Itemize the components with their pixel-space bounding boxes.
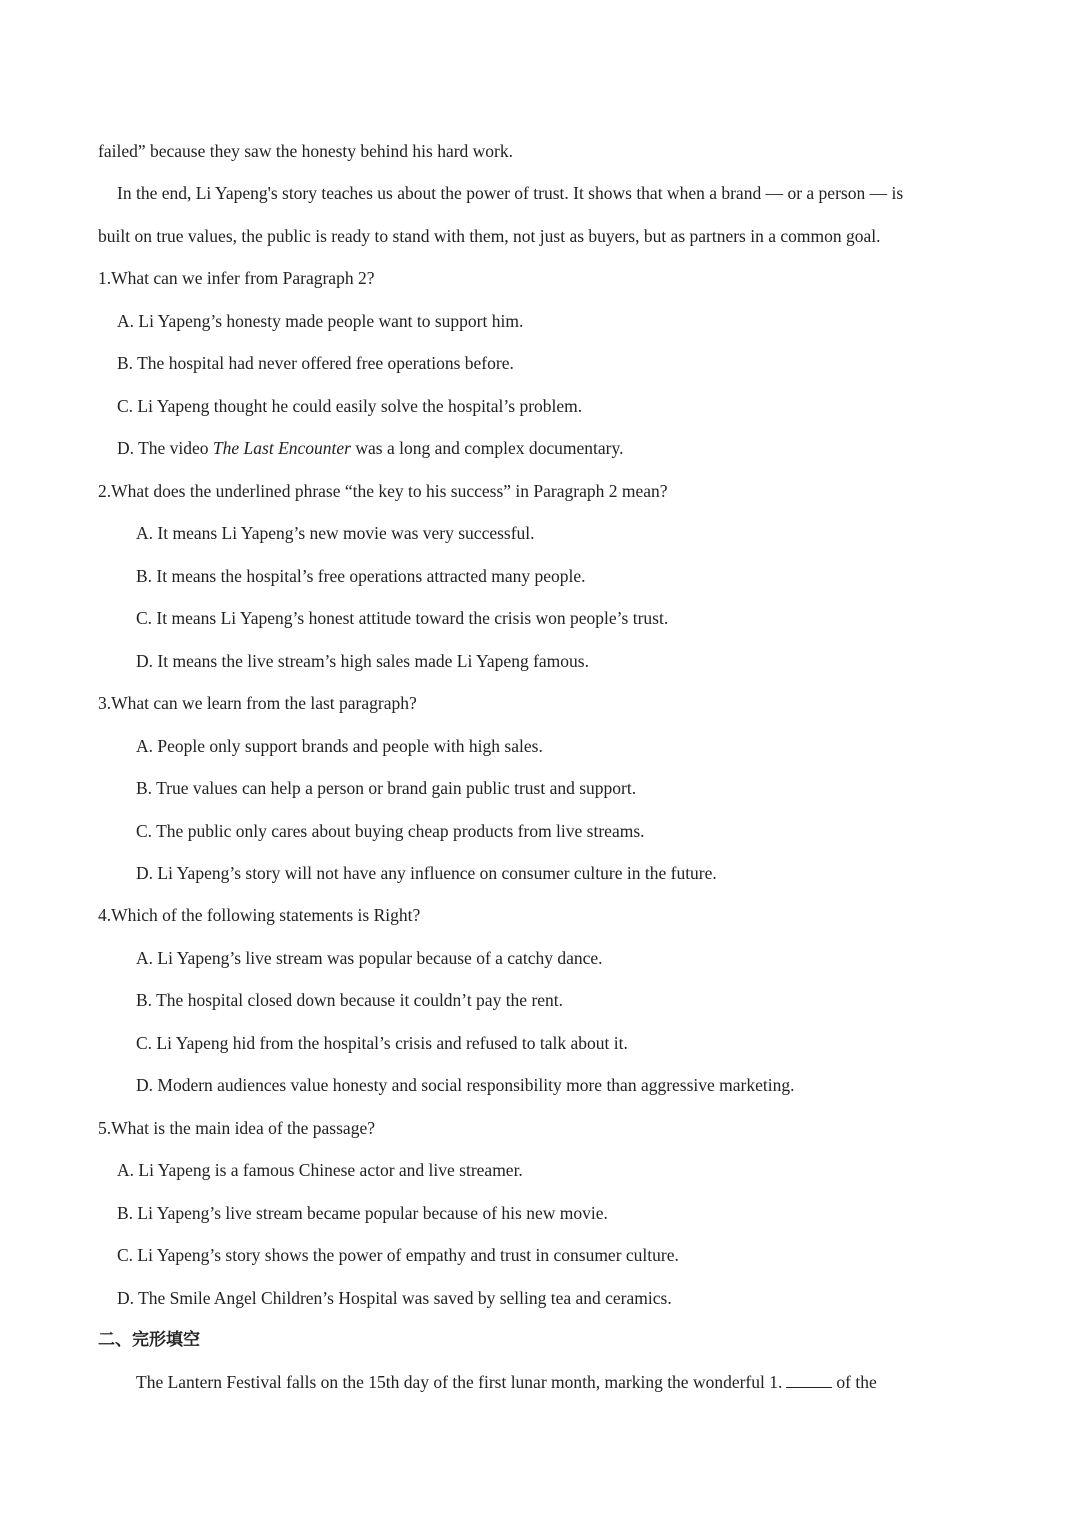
answer-option: D. It means the live stream’s high sales made Li Yapeng famous. <box>136 651 589 671</box>
passage-line: built on true values, the public is ready to stand with them, not just as buyers, but as partners in a common goal. <box>98 226 881 246</box>
answer-option: B. It means the hospital’s free operations attracted many people. <box>136 566 586 586</box>
option-text: was a long and complex documentary. <box>350 438 624 458</box>
cloze-text: The Lantern Festival falls on the 15th day of the first lunar month, marking the wonderful 1. <box>136 1372 783 1392</box>
question-stem: 4.Which of the following statements is Right? <box>98 905 421 925</box>
answer-option: B. The hospital closed down because it couldn’t pay the rent. <box>136 990 564 1010</box>
answer-option: C. Li Yapeng hid from the hospital’s crisis and refused to talk about it. <box>136 1033 628 1053</box>
answer-option: C. The public only cares about buying cheap products from live streams. <box>136 821 645 841</box>
answer-option: B. True values can help a person or brand gain public trust and support. <box>136 778 637 798</box>
answer-option: A. Li Yapeng’s live stream was popular because of a catchy dance. <box>136 948 603 968</box>
answer-option: D. Li Yapeng’s story will not have any influence on consumer culture in the future. <box>136 863 717 883</box>
answer-option: A. Li Yapeng’s honesty made people want to support him. <box>117 311 524 331</box>
answer-option: C. It means Li Yapeng’s honest attitude toward the crisis won people’s trust. <box>136 608 669 628</box>
section-heading: 二、完形填空 <box>98 1330 200 1350</box>
cloze-intro <box>136 1370 1020 1394</box>
answer-option: C. Li Yapeng thought he could easily solve the hospital’s problem. <box>117 396 583 416</box>
video-title: The Last Encounter <box>212 438 351 458</box>
question-stem: 1.What can we infer from Paragraph 2? <box>98 268 375 288</box>
question-stem: 2.What does the underlined phrase “the key to his success” in Paragraph 2 mean? <box>98 481 668 501</box>
answer-option: C. Li Yapeng’s story shows the power of empathy and trust in consumer culture. <box>117 1245 679 1265</box>
answer-blank[interactable] <box>786 1371 832 1388</box>
passage-line: In the end, Li Yapeng's story teaches us about the power of trust. It shows that when a brand — or a person — is <box>117 183 904 203</box>
cloze-text: of the <box>836 1372 877 1392</box>
question-stem: 3.What can we learn from the last paragraph? <box>98 693 417 713</box>
answer-option: A. Li Yapeng is a famous Chinese actor and live streamer. <box>117 1160 523 1180</box>
answer-option: A. People only support brands and people with high sales. <box>136 736 543 756</box>
question-stem: 5.What is the main idea of the passage? <box>98 1118 375 1138</box>
answer-option: B. Li Yapeng’s live stream became popular because of his new movie. <box>117 1203 608 1223</box>
answer-option: D. Modern audiences value honesty and social responsibility more than aggressive marketing. <box>136 1075 795 1095</box>
answer-option: B. The hospital had never offered free operations before. <box>117 353 514 373</box>
answer-option <box>117 436 1020 460</box>
passage-line: failed” because they saw the honesty behind his hard work. <box>98 141 514 161</box>
option-text: D. The video <box>117 438 213 458</box>
answer-option: D. The Smile Angel Children’s Hospital was saved by selling tea and ceramics. <box>117 1288 672 1308</box>
answer-option: A. It means Li Yapeng’s new movie was very successful. <box>136 523 535 543</box>
